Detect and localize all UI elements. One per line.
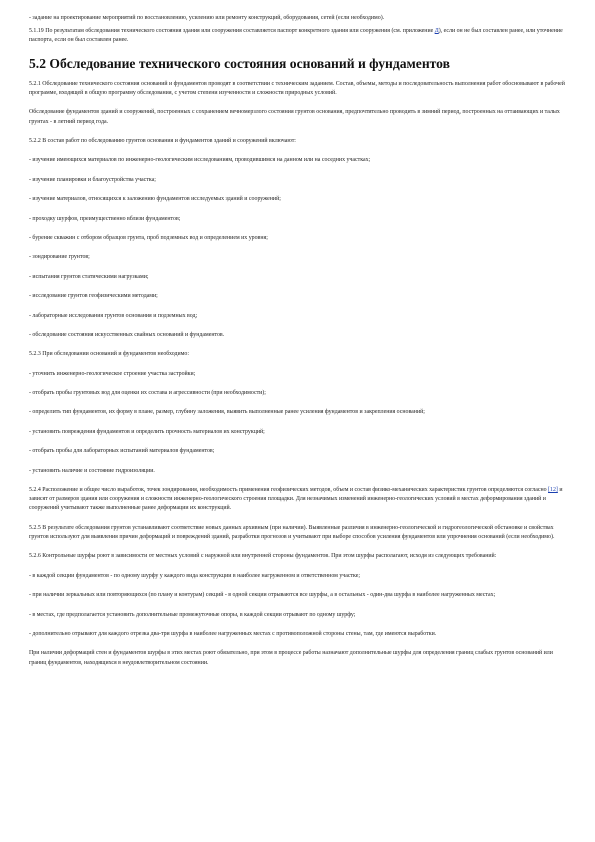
paragraph: - обследование состояния искусственных свайных оснований и фундаментов. xyxy=(29,331,225,338)
paragraph: - уточнить инженерно-геологическое строение участка застройки; xyxy=(29,370,196,377)
paragraph: При наличии деформаций стен и фундаментов шурфы в этих местах роют обязательно, при этом в процессе работы назначают дополнительные шурфы для определения границ слабых грунтов оснований или границ фундаментов, находящихся в неудовлетворительном состоянии. xyxy=(29,650,553,666)
paragraph xyxy=(29,27,565,45)
paragraph-text: 5.2.4 Расположение и общее число выработок, точек зондирования, необходимость применения геофизических методов, объем и состав физико-механических характеристик грунтов определяются согласно xyxy=(29,487,549,494)
paragraph: Обследование фундаментов зданий и сооружений, построенных с сохранением вечномерзлого состояния грунтов основания, предпочтительно проводить в зимний период, построенных на оттаивающих и талых грунтах - в летний период года. xyxy=(29,109,560,125)
paragraph: - установить наличие и состояние гидроизоляции. xyxy=(29,467,155,474)
paragraph: - изучение планировки и благоустройства участка; xyxy=(29,176,156,183)
paragraph: - проходку шурфов, преимущественно вблизи фундаментов; xyxy=(29,215,181,222)
paragraph: - в местах, где предполагается установить дополнительные промежуточные опоры, в каждой секции отрывают по одному шурфу; xyxy=(29,611,356,618)
paragraph: - изучение имеющихся материалов по инженерно-геологическим исследованиям, проводившимся на данном или на соседних участках; xyxy=(29,157,371,164)
paragraph: - зондирование грунтов; xyxy=(29,254,90,261)
paragraph: - отобрать пробы грунтовых вод для оценки их состава и агрессивности (при необходимости); xyxy=(29,390,266,397)
section-heading: 5.2 Обследование технического состояния оснований и фундаментов xyxy=(29,55,450,71)
paragraph: - в каждой секции фундаментов - по одному шурфу у каждого вида конструкции в наиболее нагруженном и ответственном участке; xyxy=(29,572,361,579)
paragraph: - отобрать пробы для лабораторных испытаний материалов фундаментов; xyxy=(29,448,215,455)
paragraph: - установить повреждения фундаментов и определить прочность материалов их конструкций; xyxy=(29,428,265,435)
paragraph: - лабораторные исследования грунтов основания и подземных вод; xyxy=(29,312,198,319)
paragraph: - исследование грунтов геофизическими методами; xyxy=(29,293,158,300)
paragraph: 5.2.6 Контрольные шурфы роют в зависимости от местных условий с наружной или внутренней стороны фундаментов. При этом шурфы располагают, исходя из следующих требований: xyxy=(29,553,497,560)
paragraph: 5.2.2 В состав работ по обследованию грунтов основания и фундаментов зданий и сооружений включают: xyxy=(29,137,296,144)
paragraph: - испытания грунтов статическими нагрузками; xyxy=(29,273,149,280)
paragraph: - бурение скважин с отбором образцов грунта, проб подземных вод и определением их уровня; xyxy=(29,234,268,241)
paragraph: 5.2.1 Обследование технического состояния оснований и фундаментов проводят в соответствии с техническим заданием. Состав, объемы, методы и последовательность выполнения работ обосновывают в рабочей программе, входящей в общую программу обследования, с учетом степени изученности и сложности природных условий. xyxy=(29,80,565,96)
paragraph-text: ), если он не был составлен ранее, или уточнение паспорта, если он был составлен ранее. xyxy=(29,28,563,44)
document-page xyxy=(29,14,565,678)
paragraph-text: и зависят от размеров здания или сооружения и сложности инженерно-геологического строения площадки. Для незначимых изменений инженерно-геологических условий в местах деформирования зданий и сооружений учитывают также выполненные ранее деформации их конструкций. xyxy=(29,487,563,512)
reference-link[interactable]: [12] xyxy=(548,487,558,494)
paragraph-text: 5.1.19 По результатам обследования технического состояния здания или сооружения составляется паспорт конкретного здания или сооружения (см. приложение xyxy=(29,28,435,35)
paragraph: 5.2.3 При обследовании оснований и фундаментов необходимо: xyxy=(29,351,189,358)
paragraph: - при наличии зеркальных или повторяющихся (по плану и контурам) секций - в одной секции отрываются все шурфы, а в остальных - один-два шурфа в наиболее нагруженных местах; xyxy=(29,592,496,599)
paragraph: 5.2.5 В результате обследования грунтов устанавливают соответствие новых данных архивным (при наличии). Выявленные различия в инженерно-геологической и гидрогеологической обстановке и свойствах грунтов используют для выявления причин деформаций и повреждений зданий, разработки прогнозов и учитывают при выборе способов усиления фундаментов или упрочнения оснований (если необходимо). xyxy=(29,524,555,541)
paragraph: - изучение материалов, относящихся к заложению фундаментов исследуемых зданий и сооружений; xyxy=(29,196,281,203)
paragraph: - задание на проектирование мероприятий по восстановлению, усилению или ремонту конструкций, оборудования, сетей (если необходимо). xyxy=(29,15,385,21)
paragraph xyxy=(29,486,565,514)
reference-link[interactable]: Д xyxy=(434,28,439,35)
paragraph: - дополнительно отрывают для каждого отрезка два-три шурфа в наиболее нагруженных местах с противоположной стороны стены, там, где имеются выработки. xyxy=(29,630,437,637)
paragraph: - определить тип фундаментов, их форму в плане, размер, глубину заложения, выявить выполненные ранее усиления фундаментов и закрепления оснований; xyxy=(29,409,425,416)
